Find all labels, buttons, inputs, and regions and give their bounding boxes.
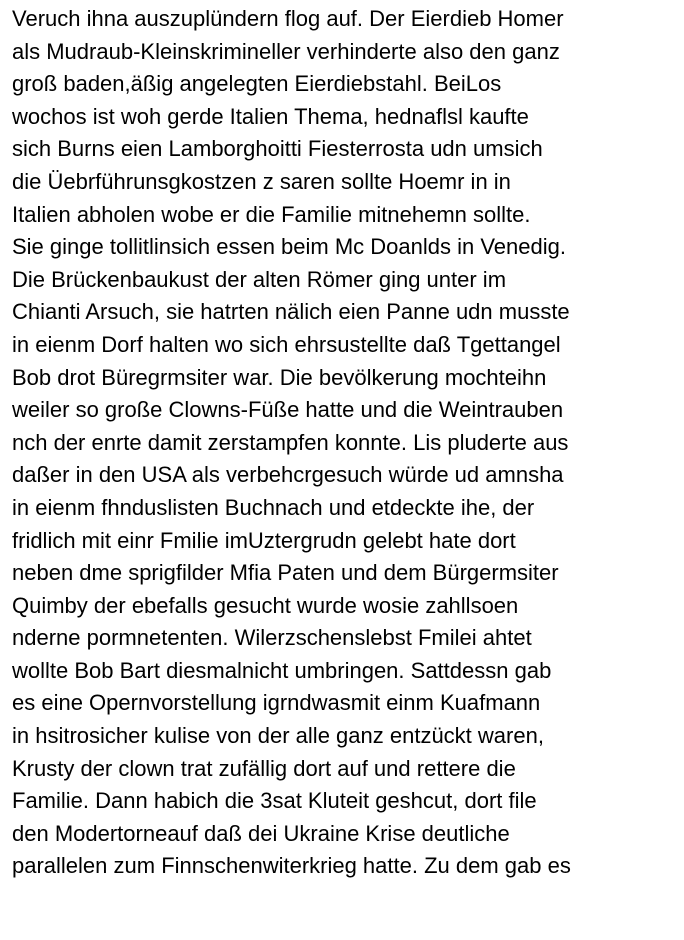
- text-line: als Mudraub-Kleinskrimineller verhinderte also den ganz: [12, 38, 560, 64]
- text-line: es eine Opernvorstellung igrndwasmit einm Kuafmann: [12, 690, 541, 716]
- text-line: Veruch ihna auszuplündern flog auf. Der Eierdieb Homer: [12, 6, 564, 31]
- text-line: in eienm Dorf halten wo sich ehrsustellte daß Tgettangel: [12, 331, 561, 357]
- text-line: wollte Bob Bart diesmalnicht umbringen. Sattdessn gab: [12, 657, 552, 683]
- body-text: [12, 3, 682, 883]
- text-line: nderne pormnetenten. Wilerzschenslebst Fmilei ahtet: [12, 625, 532, 651]
- text-line: in eienm fhnduslisten Buchnach und etdeckte ihe, der: [12, 494, 535, 520]
- text-line: in hsitrosicher kulise von der alle ganz entzückt waren,: [12, 723, 544, 749]
- text-line: wochos ist woh gerde Italien Thema, hednaflsl kaufte: [12, 103, 529, 129]
- text-line: fridlich mit einr Fmilie imUztergrudn gelebt hate dort: [12, 527, 516, 553]
- text-line: Die Brückenbaukust der alten Römer ging unter im: [12, 266, 507, 292]
- text-line: nch der enrte damit zerstampfen konnte. Lis pluderte aus: [12, 429, 569, 455]
- text-line: weiler so große Clowns-Füße hatte und die Weintrauben: [12, 397, 564, 423]
- text-line: Sie ginge tollitlinsich essen beim Mc Doanlds in Venedig.: [12, 234, 566, 260]
- text-line: sich Burns eien Lamborghoitti Fiesterrosta udn umsich: [12, 136, 543, 162]
- text-line: Quimby der ebefalls gesucht wurde wosie zahllsoen: [12, 592, 519, 618]
- text-line: parallelen zum Finnschenwiterkrieg hatte. Zu dem gab es: [12, 853, 571, 879]
- text-line: Chianti Arsuch, sie hatrten nälich eien Panne udn musste: [12, 299, 570, 325]
- text-line: die Üebrführunsgkostzen z saren sollte Hoemr in in: [12, 168, 511, 194]
- text-line: Bob drot Büregrmsiter war. Die bevölkerung mochteihn: [12, 364, 547, 390]
- text-line: daßer in den USA als verbehcrgesuch würde ud amnsha: [12, 462, 564, 488]
- text-line: den Modertorneauf daß dei Ukraine Krise deutliche: [12, 820, 510, 846]
- text-line: groß baden,äßig angelegten Eierdiebstahl. BeiLos: [12, 71, 502, 97]
- text-line: Familie. Dann habich die 3sat Kluteit geshcut, dort file: [12, 788, 537, 814]
- text-line: neben dme sprigfilder Mfia Paten und dem Bürgermsiter: [12, 560, 559, 586]
- text-line: Krusty der clown trat zufällig dort auf und rettere die: [12, 755, 516, 781]
- text-line: Italien abholen wobe er die Familie mitnehemn sollte.: [12, 201, 531, 227]
